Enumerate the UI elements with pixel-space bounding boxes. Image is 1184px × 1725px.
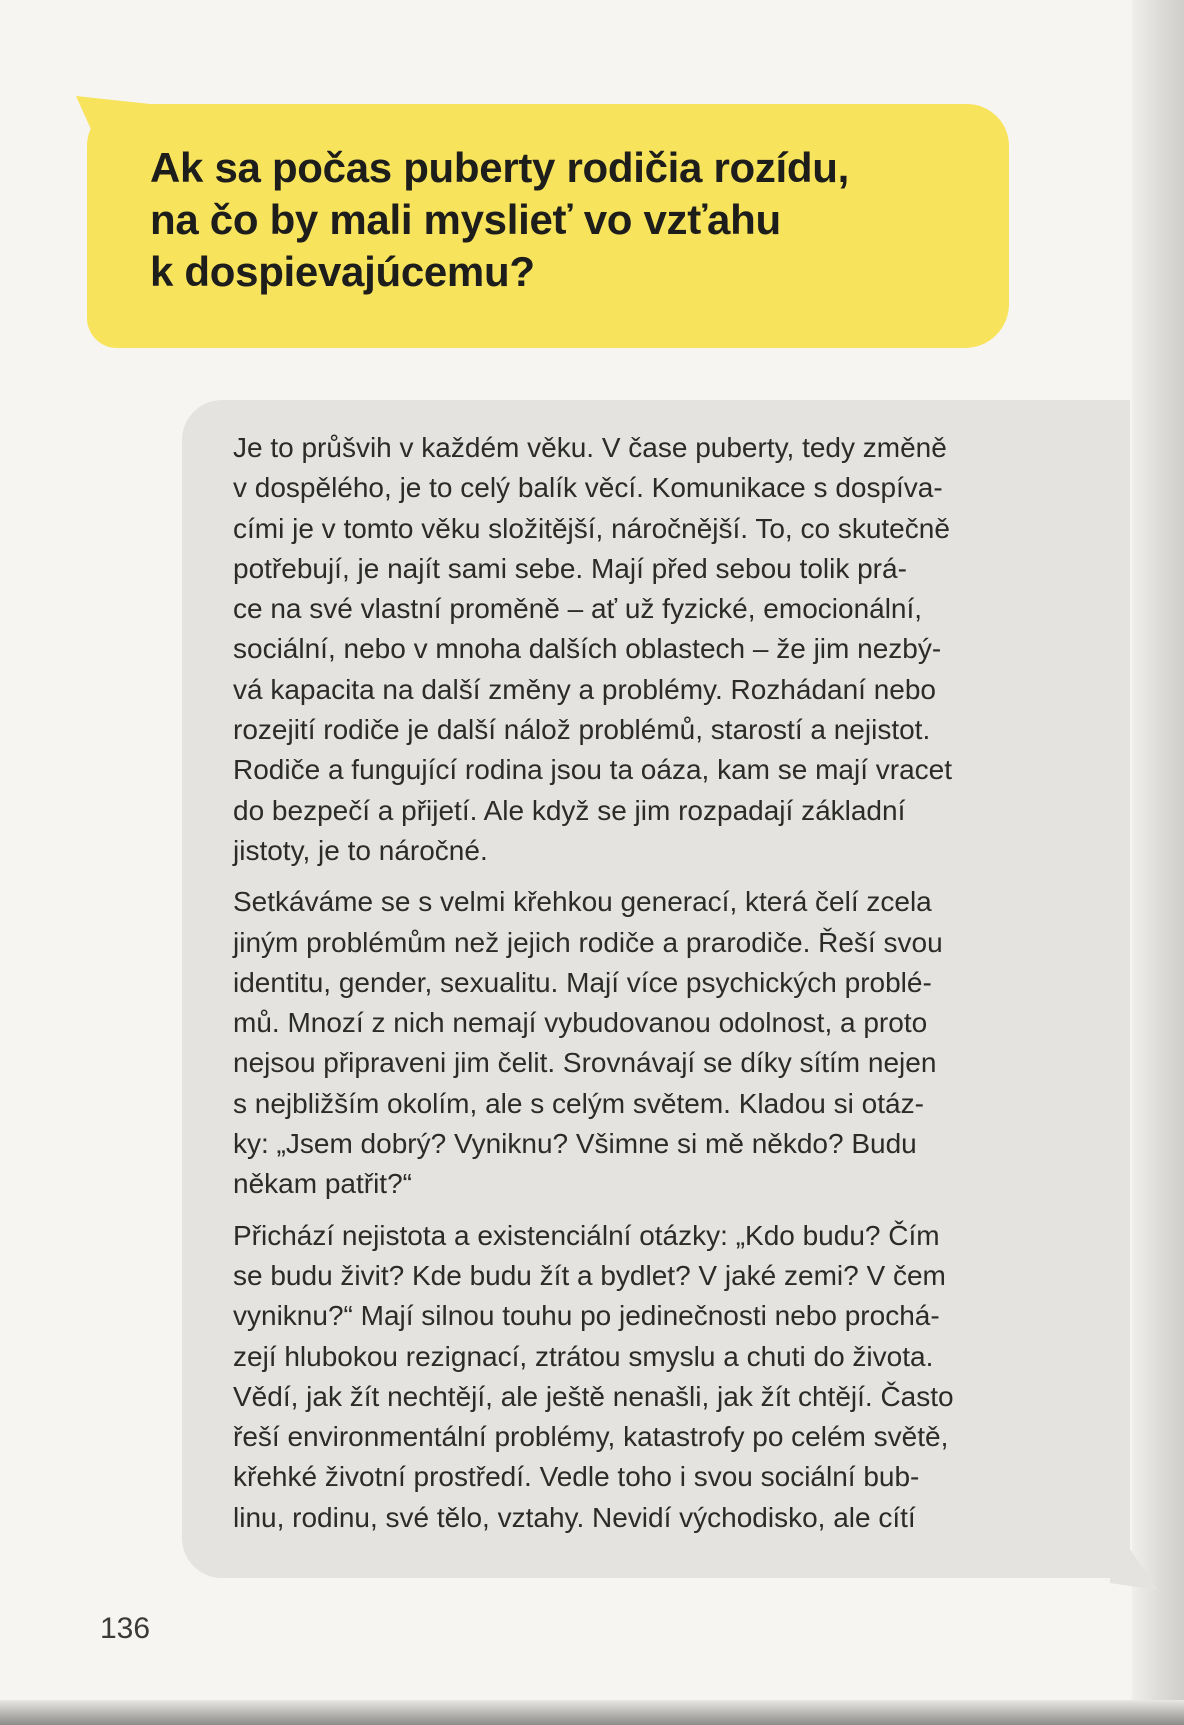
text-line: vá kapacita na další změny a problémy. Rozhádaní nebo	[233, 673, 937, 705]
page-number: 136	[100, 1612, 151, 1645]
page-bottom-shadow	[0, 1700, 1184, 1725]
text-line: sociální, nebo v mnoha dalších oblastech – že jim nezbý-	[233, 633, 942, 665]
text-line: linu, rodinu, své tělo, vztahy. Nevidí východisko, ale cítí	[233, 1501, 916, 1533]
text-line: Je to průšvih v každém věku. V čase puberty, tedy změně	[233, 432, 947, 463]
text-line: potřebují, je najít sami sebe. Mají před sebou tolik prá-	[233, 552, 907, 584]
text-line: se budu živit? Kde budu žít a bydlet? V jaké zemi? V čem	[233, 1259, 946, 1291]
question-heading	[150, 142, 980, 298]
text-line: ky: „Jsem dobrý? Vyniknu? Všimne si mě někdo? Budu	[233, 1128, 917, 1160]
text-line: jiným problémům než jejich rodiče a prarodiče. Řeší svou	[233, 926, 943, 958]
text-line: Rodiče a fungující rodina jsou ta oáza, kam se mají vracet	[233, 754, 953, 786]
text-line: křehké životní prostředí. Vedle toho i svou sociální bub-	[233, 1461, 920, 1493]
answer-paragraph-1	[233, 428, 1113, 871]
text-line: mů. Mnozí z nich nemají vybudovanou odolnost, a proto	[233, 1007, 928, 1039]
text-line: identitu, gender, sexualitu. Mají více psychických problé-	[233, 966, 932, 998]
question-line: k dospievajúcemu?	[150, 248, 535, 295]
text-line: v dospělého, je to celý balík věcí. Komunikace s dospíva-	[233, 472, 943, 504]
text-line: Přichází nejistota a existenciální otázky: „Kdo budu? Čím	[233, 1219, 940, 1251]
text-line: s nejbližším okolím, ale s celým světem. Kladou si otáz-	[233, 1087, 924, 1119]
question-line: Ak sa počas puberty rodičia rozídu,	[150, 144, 850, 191]
text-line: cími je v tomto věku složitější, náročnější. To, co skutečně	[233, 512, 950, 544]
text-line: Vědí, jak žít nechtějí, ale ještě nenašli, jak žít chtějí. Často	[233, 1380, 954, 1412]
text-line: ce na své vlastní proměně – ať už fyzické, emocionální,	[233, 593, 923, 625]
text-line: nejsou připraveni jim čelit. Srovnávají se díky sítím nejen	[233, 1047, 937, 1079]
text-line: jistoty, je to náročné.	[233, 834, 488, 866]
question-line: na čo by mali myslieť vo vzťahu	[150, 196, 781, 243]
text-line: někam patřit?“	[233, 1168, 412, 1200]
text-line: zejí hlubokou rezignací, ztrátou smyslu a chuti do života.	[233, 1340, 934, 1372]
text-line: vyniknu?“ Mají silnou touhu po jedinečnosti nebo prochá-	[233, 1300, 940, 1332]
text-line: do bezpečí a přijetí. Ale když se jim rozpadají základní	[233, 794, 906, 826]
answer-paragraph-3	[233, 1216, 1113, 1538]
answer-text	[233, 428, 1113, 1538]
page-edge-shadow	[1132, 0, 1184, 1725]
text-line: řeší environmentální problémy, katastrofy po celém světě,	[233, 1421, 949, 1453]
text-line: rozejití rodiče je další nálož problémů, starostí a nejistot.	[233, 714, 931, 746]
text-line: Setkáváme se s velmi křehkou generací, která čelí zcela	[233, 886, 932, 918]
answer-paragraph-2	[233, 882, 1113, 1204]
